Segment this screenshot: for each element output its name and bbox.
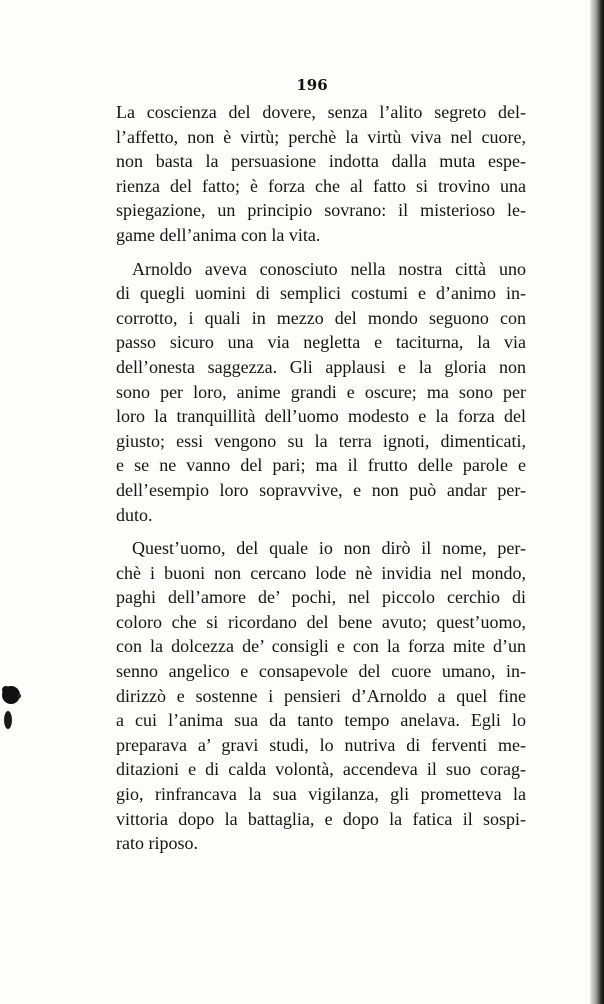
text-line: Arnoldo aveva conosciuto nella nostra città uno [132, 258, 526, 279]
text-line: Quest’uomo, del quale io non dirò il nome, per- [132, 538, 526, 559]
text-line: giusto; essi vengono su la terra ignoti, dimenticati, [116, 430, 526, 451]
text-line: vittoria dopo la battaglia, e dopo la fatica il sospi- [116, 808, 526, 829]
text-line: rienza del fatto; è forza che al fatto si trovino una [116, 175, 526, 196]
paragraph-3 [116, 536, 526, 856]
text-line: preparava a’ gravi studi, lo nutriva di ferventi me- [116, 734, 526, 755]
ink-blot [0, 682, 26, 732]
text-line: a cui l’anima sua da tanto tempo anelava. Egli lo [116, 710, 526, 731]
text-line: dell’onesta saggezza. Gli applausi e la gloria non [116, 356, 526, 377]
text-line: di quegli uomini di semplici costumi e d’animo in- [116, 283, 526, 304]
body-text [116, 100, 526, 856]
paragraph-1 [116, 100, 526, 248]
text-line: paghi dell’amore de’ pochi, nel piccolo cerchio di [116, 587, 526, 608]
text-line: chè i buoni non cercano lode nè invidia nel mondo, [116, 562, 526, 583]
text-line: spiegazione, un principio sovrano: il misterioso le- [116, 200, 526, 221]
text-line: coloro che si ricordano del bene avuto; quest’uomo, [116, 611, 526, 632]
text-line: game dell’anima con la vita. [116, 224, 321, 245]
text-line: non basta la persuasione indotta dalla muta espe- [116, 151, 526, 172]
text-line: gio, rinfrancava la sua vigilanza, gli prometteva la [116, 784, 526, 805]
paragraph-2 [116, 257, 526, 528]
text-line: passo sicuro una via negletta e taciturna, la via [116, 332, 526, 353]
text-line: l’affetto, non è virtù; perchè la virtù viva nel cuore, [116, 126, 526, 147]
text-line: loro la tranquillità dell’uomo modesto e la forza del [116, 406, 526, 427]
paragraph-gap [116, 248, 526, 257]
text-line: ditazioni e di calda volontà, accendeva il suo corag- [116, 759, 526, 780]
text-line: dirizzò e sostenne i pensieri d’Arnoldo a quel fine [116, 685, 526, 706]
text-line: corrotto, i quali in mezzo del mondo seguono con [116, 307, 526, 328]
text-line: sono per loro, anime grandi e oscure; ma sono per [116, 381, 526, 402]
text-line: dell’esempio loro sopravvive, e non può andar per- [116, 479, 526, 500]
page-number: 196 [296, 76, 328, 94]
text-line: La coscienza del dovere, senza l’alito segreto del- [116, 102, 526, 122]
text-line: senno angelico e consapevole del cuore umano, in- [116, 661, 526, 682]
text-line: duto. [116, 504, 153, 525]
page-edge-shadow [590, 0, 604, 1004]
text-line: rato riposo. [116, 833, 198, 854]
paragraph-gap [116, 527, 526, 536]
text-line: con la dolcezza de’ consigli e con la forza mite d’un [116, 636, 526, 657]
text-line: e se ne vanno del pari; ma il frutto delle parole e [116, 455, 526, 476]
